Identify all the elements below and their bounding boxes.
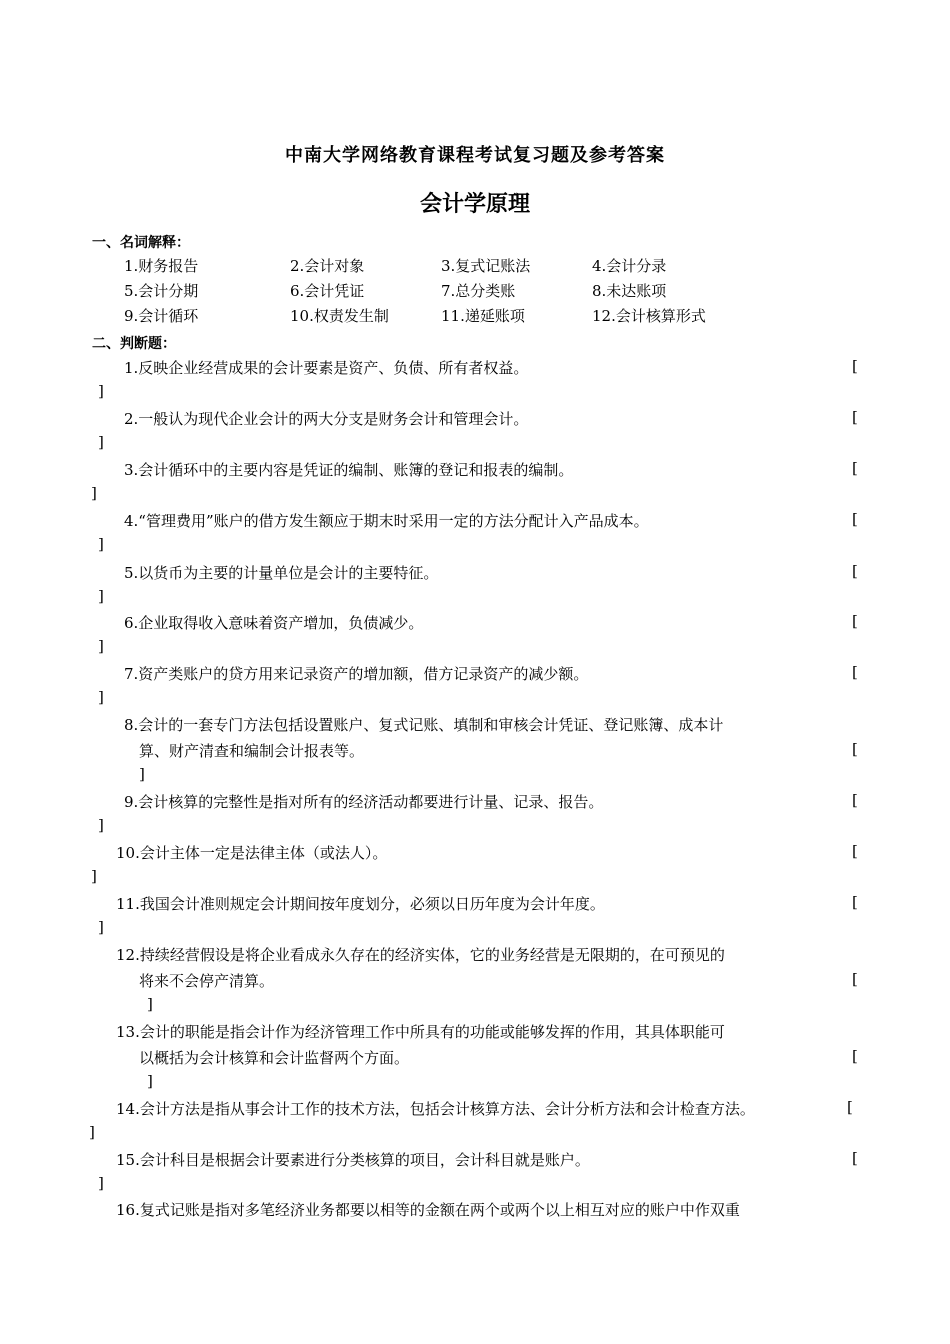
answer-bracket-open: [ (852, 663, 858, 681)
question-text: 7.资产类账户的贷方用来记录资产的增加额，借方记录资产的减少额。 (124, 665, 589, 683)
question-text: 8.会计的一套专门方法包括设置账户、复式记账、填制和审核会计凭证、登记账簿、成本计 (124, 716, 724, 734)
term-item: 1.财务报告 (124, 257, 199, 275)
answer-bracket-close: ] (98, 587, 104, 605)
question-text: 5.以货币为主要的计量单位是会计的主要特征。 (124, 564, 439, 582)
answer-bracket-open: [ (852, 408, 858, 426)
question-text: 13.会计的职能是指会计作为经济管理工作中所具有的功能或能够发挥的作用，其具体职能可 (116, 1023, 725, 1041)
answer-bracket-open: [ (852, 562, 858, 580)
question-text: 11.我国会计准则规定会计期间按年度划分，必须以日历年度为会计年度。 (116, 895, 605, 913)
term-item: 9.会计循环 (124, 307, 199, 325)
answer-bracket-open: [ (852, 791, 858, 809)
question-text: 6.企业取得收入意味着资产增加，负债减少。 (124, 614, 424, 632)
course-title: 会计学原理 (419, 192, 530, 217)
question-text: 14.会计方法是指从事会计工作的技术方法，包括会计核算方法、会计分析方法和会计检查方法。 (116, 1100, 755, 1118)
term-item: 2.会计对象 (290, 257, 365, 275)
question-text: 1.反映企业经营成果的会计要素是资产、负债、所有者权益。 (124, 359, 529, 377)
term-item: 3.复式记账法 (441, 257, 531, 275)
term-item: 7.总分类账 (441, 282, 516, 300)
answer-bracket-open: [ (852, 740, 858, 758)
answer-bracket-close: ] (98, 816, 104, 834)
term-item: 10.权责发生制 (290, 307, 389, 325)
question-text: 15.会计科目是根据会计要素进行分类核算的项目，会计科目就是账户。 (116, 1151, 590, 1169)
answer-bracket-open: [ (852, 1047, 858, 1065)
answer-bracket-open: [ (852, 459, 858, 477)
answer-bracket-close: ] (98, 637, 104, 655)
term-item: 6.会计凭证 (290, 282, 365, 300)
answer-bracket-open: [ (852, 357, 858, 375)
answer-bracket-open: [ (852, 510, 858, 528)
answer-bracket-close: ] (98, 433, 104, 451)
question-text: 4.“管理费用”账户的借方发生额应于期末时采用一定的方法分配计入产品成本。 (124, 512, 649, 530)
question-text: 3.会计循环中的主要内容是凭证的编制、账簿的登记和报表的编制。 (124, 461, 574, 479)
answer-bracket-close: ] (98, 918, 104, 936)
question-text: 以概括为会计核算和会计监督两个方面。 (139, 1049, 410, 1067)
answer-bracket-close: ] (147, 1072, 153, 1090)
question-text: 将来不会停产清算。 (139, 972, 275, 990)
answer-bracket-close: ] (98, 1174, 104, 1192)
answer-bracket-open: [ (852, 612, 858, 630)
answer-bracket-open: [ (852, 893, 858, 911)
answer-bracket-close: ] (139, 765, 145, 783)
question-text: 2.一般认为现代企业会计的两大分支是财务会计和管理会计。 (124, 410, 529, 428)
term-item: 8.未达账项 (592, 282, 667, 300)
section-heading-definitions: 一、名词解释： (92, 235, 190, 251)
term-item: 5.会计分期 (124, 282, 199, 300)
section-heading-true-false: 二、判断题： (92, 336, 176, 352)
answer-bracket-close: ] (98, 688, 104, 706)
answer-bracket-close: ] (98, 382, 104, 400)
answer-bracket-open: [ (847, 1098, 853, 1116)
question-text: 9.会计核算的完整性是指对所有的经济活动都要进行计量、记录、报告。 (124, 793, 604, 811)
question-text: 算、财产清查和编制会计报表等。 (139, 742, 365, 760)
term-item: 12.会计核算形式 (592, 307, 706, 325)
question-text: 10.会计主体一定是法律主体（或法人）。 (116, 844, 388, 862)
answer-bracket-close: ] (91, 484, 97, 502)
question-text: 16.复式记账是指对多笔经济业务都要以相等的金额在两个或两个以上相互对应的账户中作双重 (116, 1201, 740, 1219)
answer-bracket-close: ] (147, 995, 153, 1013)
answer-bracket-open: [ (852, 970, 858, 988)
answer-bracket-close: ] (89, 1123, 95, 1141)
answer-bracket-close: ] (91, 867, 97, 885)
answer-bracket-open: [ (852, 1149, 858, 1167)
answer-bracket-open: [ (852, 842, 858, 860)
term-item: 4.会计分录 (592, 257, 667, 275)
document-title: 中南大学网络教育课程考试复习题及参考答案 (285, 145, 665, 166)
question-text: 12.持续经营假设是将企业看成永久存在的经济实体，它的业务经营是无限期的，在可预见的 (116, 946, 725, 964)
term-item: 11.递延账项 (441, 307, 525, 325)
answer-bracket-close: ] (98, 535, 104, 553)
